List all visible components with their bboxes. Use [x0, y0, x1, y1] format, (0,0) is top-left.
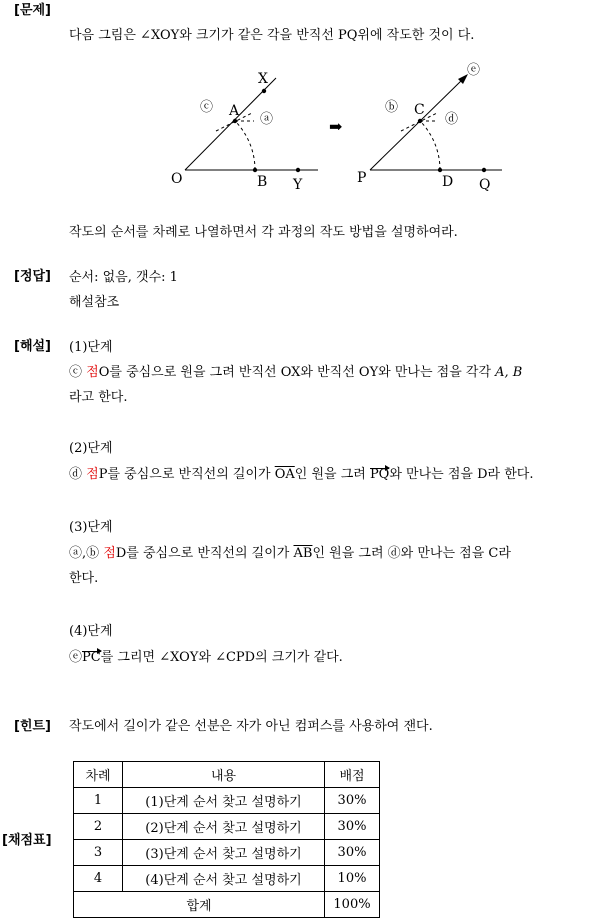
mark-c-left: ⓒ [200, 100, 214, 115]
row-no: 4 [74, 866, 123, 892]
step1-mark: ⓒ [69, 365, 83, 380]
table-row [74, 840, 380, 866]
row-content: (2)단계 순서 찾고 설명하기 [123, 814, 325, 840]
problem-question: 작도의 순서를 차례로 나열하면서 각 과정의 작도 방법을 설명하여라. [69, 225, 458, 240]
label-c: C [414, 102, 425, 118]
arrow-icon: ➡ [329, 117, 343, 136]
row-no: 3 [74, 840, 123, 866]
row-no: 2 [74, 814, 123, 840]
point-q [482, 168, 486, 172]
header-score: 배점 [325, 762, 380, 788]
step4-vec: PC [82, 650, 101, 665]
label-q: Q [479, 177, 491, 193]
step1-text [69, 361, 522, 380]
step2-title: (2)단계 [69, 441, 113, 456]
construction-figure [0, 55, 604, 195]
row-content: (1)단계 순서 찾고 설명하기 [123, 788, 325, 814]
row-no: 1 [74, 788, 123, 814]
table-total-row [74, 892, 380, 918]
mark-e-right: ⓔ [467, 63, 481, 78]
scoring-tag: [채점표] [2, 833, 52, 848]
step4-mark: ⓔ [69, 650, 83, 665]
point-a [233, 119, 237, 123]
point-y [296, 168, 300, 172]
header-no: 차례 [74, 762, 123, 788]
point-b [253, 168, 257, 172]
solution-tag: [해설] [14, 339, 51, 354]
problem-tag: [문제] [14, 3, 51, 18]
step3-text-b: 인 원을 그려 ⓓ와 만나는 점을 C라 [312, 546, 511, 561]
mark-b-right: ⓑ [385, 100, 399, 115]
step1-ab: A, B [495, 365, 523, 380]
label-d: D [442, 174, 454, 190]
step4-text-a: 를 그리면 ∠XOY와 ∠CPD의 크기가 같다. [100, 650, 343, 665]
row-score: 30% [325, 814, 380, 840]
step2-seg: $\overline{OA}$ [274, 467, 295, 482]
table-row [74, 814, 380, 840]
row-score: 30% [325, 840, 380, 866]
point-d [438, 168, 442, 172]
hint-tag: [힌트] [14, 719, 51, 734]
table-row [74, 788, 380, 814]
step3-point: 점 [103, 546, 116, 561]
step2-text-c: 와 만나는 점을 D라 한다. [389, 467, 534, 482]
step1-text-a: O를 중심으로 원을 그려 반직선 OX와 반직선 OY와 만나는 점을 각각 [98, 365, 496, 380]
hint-text: 작도에서 길이가 같은 선분은 자가 아닌 컴퍼스를 사용하여 잰다. [69, 719, 433, 734]
mark-d-right: ⓓ [445, 112, 459, 127]
row-content: (4)단계 순서 찾고 설명하기 [123, 866, 325, 892]
problem-text: 다음 그림은 ∠XOY와 크기가 같은 각을 반직선 PQ위에 작도한 것이 다. [69, 28, 475, 43]
point-c [418, 119, 422, 123]
answer-line2: 해설참조 [69, 295, 120, 310]
step3-text [69, 542, 511, 561]
label-b: B [257, 174, 268, 190]
header-content: 내용 [123, 762, 325, 788]
row-score: 30% [325, 788, 380, 814]
step3-seg: $\overline{AB}$ [293, 546, 313, 561]
step3-title: (3)단계 [69, 520, 113, 535]
step2-text-a: P를 중심으로 반직선의 길이가 [98, 467, 275, 482]
step2-text-b: 인 원을 그려 [294, 467, 370, 482]
mark-a-left: ⓐ [260, 112, 274, 127]
label-o: O [171, 171, 183, 187]
step3-mark: ⓐ,ⓑ [69, 546, 100, 561]
answer-line1: 순서: 없음, 갯수: 1 [69, 270, 178, 285]
scoring-table [73, 761, 380, 918]
total-label: 합계 [74, 892, 325, 918]
step1-point: 점 [86, 365, 99, 380]
label-x: X [258, 71, 268, 87]
label-y: Y [293, 177, 303, 193]
step2-mark: ⓓ [69, 467, 83, 482]
point-x [262, 89, 266, 93]
step4-title: (4)단계 [69, 624, 113, 639]
step1-text-b: 라고 한다. [69, 390, 128, 405]
total-score: 100% [325, 892, 380, 918]
step3-text-c: 한다. [69, 571, 99, 586]
step3-text-a: D를 중심으로 반직선의 길이가 [115, 546, 294, 561]
table-row [74, 866, 380, 892]
step2-point: 점 [86, 467, 99, 482]
row-content: (3)단계 순서 찾고 설명하기 [123, 840, 325, 866]
row-score: 10% [325, 866, 380, 892]
step2-text [69, 463, 533, 482]
arc-ab [236, 122, 255, 170]
answer-tag: [정답] [14, 269, 51, 284]
step2-vec: PQ [369, 467, 390, 482]
label-p: P [357, 170, 367, 186]
table-header-row [74, 762, 380, 788]
arc-cd [421, 122, 440, 170]
step1-title: (1)단계 [69, 340, 113, 355]
step4-text [69, 646, 343, 665]
label-a: A [229, 103, 240, 119]
